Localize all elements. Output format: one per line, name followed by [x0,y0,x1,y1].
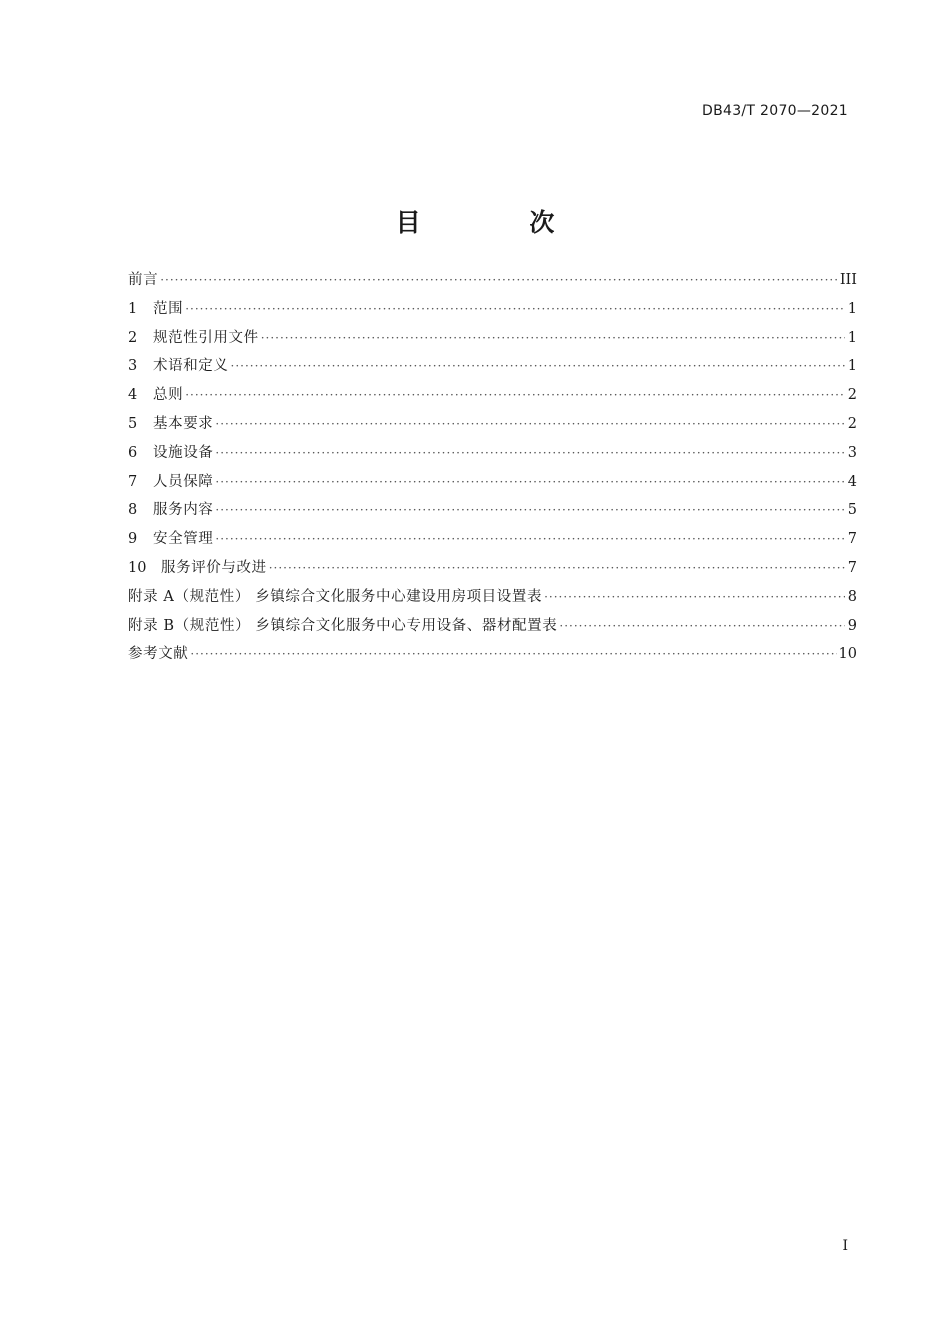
toc-entry-label: 人员保障 [153,473,214,490]
toc-entry-bibliography[interactable] [128,640,857,669]
toc-entry-number: 5 [128,415,138,432]
toc-entry-annex-a[interactable] [128,583,857,612]
toc-entry-number: 6 [128,444,138,461]
toc-entry-number: 7 [128,473,138,490]
dot-leader [215,410,845,439]
toc-entry-page: 8 [847,588,857,605]
toc-entry-number: 8 [128,502,138,519]
dot-leader [559,612,845,641]
page-title: 目 次 [395,207,605,237]
toc-entry-number: 4 [128,387,138,404]
toc-entry-label: 设施设备 [153,444,214,461]
toc-entry-number: 2 [128,329,138,346]
toc-entry-page: 9 [847,617,857,634]
dot-leader [215,496,845,525]
dot-leader [160,266,838,295]
toc-entry-page: 2 [847,387,857,404]
toc-entry-page: 2 [847,415,857,432]
dot-leader [190,640,836,669]
dot-leader [215,468,845,497]
toc-entry-facilities[interactable] [128,439,857,468]
toc-entry-label: 范围 [153,300,184,317]
toc-entry-number: 9 [128,531,138,548]
toc-entry-normative-references[interactable] [128,324,857,353]
dot-leader [185,295,845,324]
toc-entry-page: III [839,272,857,288]
toc-entry-number: 3 [128,358,138,375]
toc-entry-label: 前言 [128,272,159,288]
dot-leader [269,554,845,583]
toc-entry-scope[interactable] [128,295,857,324]
dot-leader [261,324,845,353]
toc-entry-terms[interactable] [128,352,857,381]
toc-entry-service-content[interactable] [128,496,857,525]
toc-entry-label: 参考文献 [128,646,189,663]
table-of-contents [128,266,857,669]
toc-entry-page: 1 [847,329,857,346]
document-code: DB43/T 2070—2021 [702,103,848,119]
toc-entry-annex-b[interactable] [128,612,857,641]
toc-entry-label: 附录 B（规范性） 乡镇综合文化服务中心专用设备、器材配置表 [128,617,558,634]
toc-entry-label: 术语和定义 [153,358,229,375]
dot-leader [231,352,846,381]
dot-leader [215,525,845,554]
toc-entry-label: 服务内容 [153,502,214,519]
toc-entry-page: 3 [847,444,857,461]
toc-entry-page: 5 [847,502,857,519]
toc-entry-page: 7 [847,531,857,548]
toc-entry-evaluation[interactable] [128,554,857,583]
toc-entry-page: 1 [847,358,857,375]
toc-entry-label: 附录 A（规范性） 乡镇综合文化服务中心建设用房项目设置表 [128,588,543,605]
toc-entry-general[interactable] [128,381,857,410]
toc-entry-page: 4 [847,473,857,490]
toc-entry-number: 1 [128,300,138,317]
toc-entry-page: 7 [847,559,857,576]
toc-entry-number: 10 [128,559,147,576]
toc-entry-page: 10 [838,646,857,663]
toc-entry-label: 安全管理 [153,531,214,548]
toc-entry-label: 规范性引用文件 [153,329,259,346]
toc-entry-personnel[interactable] [128,468,857,497]
toc-entry-label: 总则 [153,387,184,404]
toc-entry-label: 服务评价与改进 [161,559,267,576]
toc-entry-foreword[interactable] [128,266,857,295]
dot-leader [215,439,845,468]
toc-entry-label: 基本要求 [153,415,214,432]
dot-leader [185,381,845,410]
dot-leader [544,583,845,612]
toc-entry-safety[interactable] [128,525,857,554]
page-number: I [842,1238,848,1254]
toc-entry-basic-requirements[interactable] [128,410,857,439]
toc-entry-page: 1 [847,300,857,317]
